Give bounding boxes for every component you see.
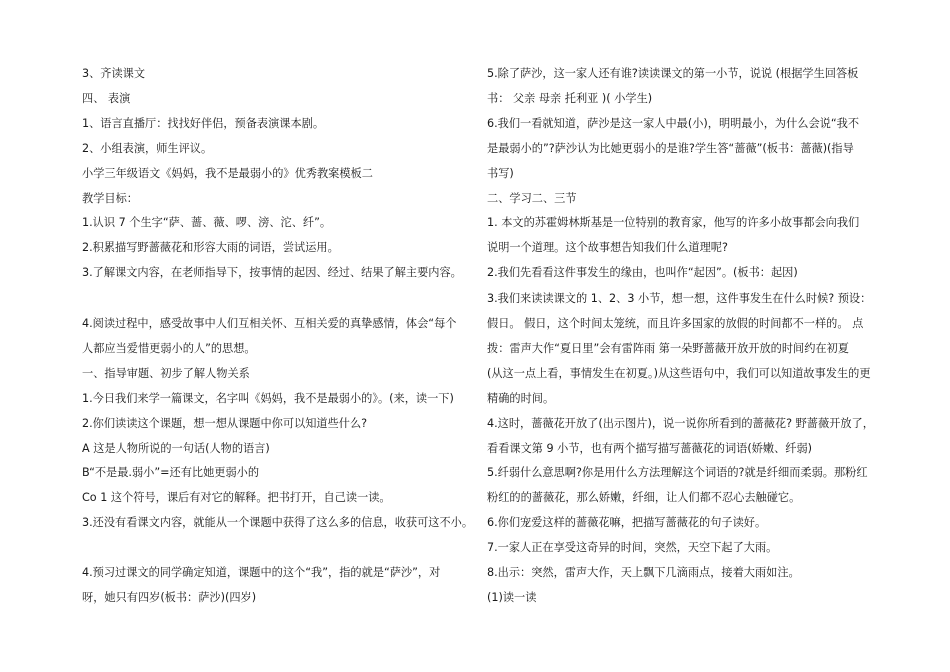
text-line: 7.一家人正在享受这奇异的时间，突然，天空下起了大雨。 bbox=[487, 541, 778, 554]
section-heading: 四、 表演 bbox=[82, 92, 131, 105]
text-line: Co 1 这个符号，课后有对它的解释。把书打开，自己读一读。 bbox=[82, 491, 391, 504]
text-line: 5.除了萨沙，这一家人还有谁?读读课文的第一小节，说说 (根据学生回答板 bbox=[487, 67, 859, 80]
text-line: 看看课文第 9 小节，也有两个描写描写蔷薇花的词语(娇嫩、纤弱) bbox=[487, 442, 813, 455]
text-line: 1、语言直播厅：找找好伴侣，预备表演课本剧。 bbox=[82, 117, 325, 130]
text-line: 1.认识 7 个生字“萨、蔷、薇、啰、滂、沱、纤”。 bbox=[82, 216, 332, 229]
text-line: (从这一点上看，事情发生在初夏。)从这些语句中，我们可以知道故事发生的更 bbox=[487, 367, 871, 380]
text-line: 6.我们一看就知道，萨沙是这一家人中最(小)，明明最小，为什么会说“我不 bbox=[487, 117, 860, 130]
text-line: 4.这时，蔷薇花开放了(出示图片)，说一说你所看到的蔷薇花? 野蔷薇开放了， bbox=[487, 417, 874, 430]
text-line: 3.了解课文内容，在老师指导下，按事情的起因、经过、结果了解主要内容。 bbox=[82, 266, 462, 279]
text-line: 3.我们来读读课文的 1、2、3 小节，想一想，这件事发生在什么时候? 预设： bbox=[487, 292, 872, 305]
text-line: 5.纤弱什么意思啊?你是用什么方法理解这个词语的?就是纤细而柔弱。那粉红 bbox=[487, 466, 868, 479]
section-heading: 一、指导审题、初步了解人物关系 bbox=[82, 367, 250, 380]
text-line: 人都应当爱惜更弱小的人”的思想。 bbox=[82, 342, 256, 355]
text-line: 假日。 假日，这个时间太笼统，而且许多国家的放假的时间都不一样的。 点 bbox=[487, 317, 864, 330]
text-line: 拨：雷声大作“夏日里”会有雷阵雨 第一朵野蔷薇开放开放的时间约在初夏 bbox=[487, 342, 849, 355]
text-line: 6.你们宠爱这样的蔷薇花嘛，把描写蔷薇花的句子读好。 bbox=[487, 516, 767, 529]
text-line: 精确的时间。 bbox=[487, 392, 555, 405]
text-line: 1.今日我们来学一篇课文，名字叫《妈妈，我不是最弱小的》。(来，读一下) bbox=[82, 392, 454, 405]
text-line: 4.预习过课文的同学确定知道，课题中的这个“我”，指的就是“萨沙”，对 bbox=[82, 566, 441, 579]
text-line: 8.出示：突然，雷声大作，天上飘下几滴雨点，接着大雨如注。 bbox=[487, 566, 800, 579]
text-line: 2.积累描写野蔷薇花和形容大雨的词语，尝试运用。 bbox=[82, 241, 339, 254]
text-line: 粉红的的蔷薇花，那么娇嫩，纤细，让人们都不忍心去触碰它。 bbox=[487, 491, 801, 504]
section-heading: 教学目标： bbox=[82, 192, 138, 205]
text-line: 3、齐读课文 bbox=[82, 67, 146, 80]
text-line: 3.还没有看课文内容，就能从一个课题中获得了这么多的信息，收获可这不小。 bbox=[82, 516, 474, 529]
text-line: 2.你们读读这个课题，想一想从课题中你可以知道些什么? bbox=[82, 417, 368, 430]
text-line: 1. 本文的苏霍姆林斯基是一位特别的教育家，他写的许多小故事都会向我们 bbox=[487, 216, 860, 229]
text-line: 书写) bbox=[487, 167, 514, 180]
text-line: A 这是人物所说的一句话(人物的语言) bbox=[82, 442, 270, 455]
text-line: 书： 父亲 母亲 托利亚 )( 小学生) bbox=[487, 92, 653, 105]
document-title: 小学三年级语文《妈妈，我不是最弱小的》优秀教案模板二 bbox=[82, 167, 373, 180]
text-line: (1)读一读 bbox=[487, 591, 537, 604]
text-line: 4.阅读过程中，感受故事中人们互相关怀、互相关爱的真挚感情，体会“每个 bbox=[82, 317, 457, 330]
text-line: 说明一个道理。这个故事想告知我们什么道理呢? bbox=[487, 241, 728, 254]
text-line: 2、小组表演，师生评议。 bbox=[82, 142, 213, 155]
text-line: B“不是最.弱小”=还有比她更弱小的 bbox=[82, 466, 260, 479]
section-heading: 二、学习二、三节 bbox=[487, 192, 577, 205]
text-line: 2.我们先看看这件事发生的缘由，也叫作“起因”。(板书：起因) bbox=[487, 266, 798, 279]
text-line: 呀，她只有四岁(板书：萨沙)(四岁) bbox=[82, 591, 257, 604]
text-line: 是最弱小的”?萨沙认为比她更弱小的是谁?学生答“蔷薇”(板书：蔷薇)(指导 bbox=[487, 142, 854, 155]
